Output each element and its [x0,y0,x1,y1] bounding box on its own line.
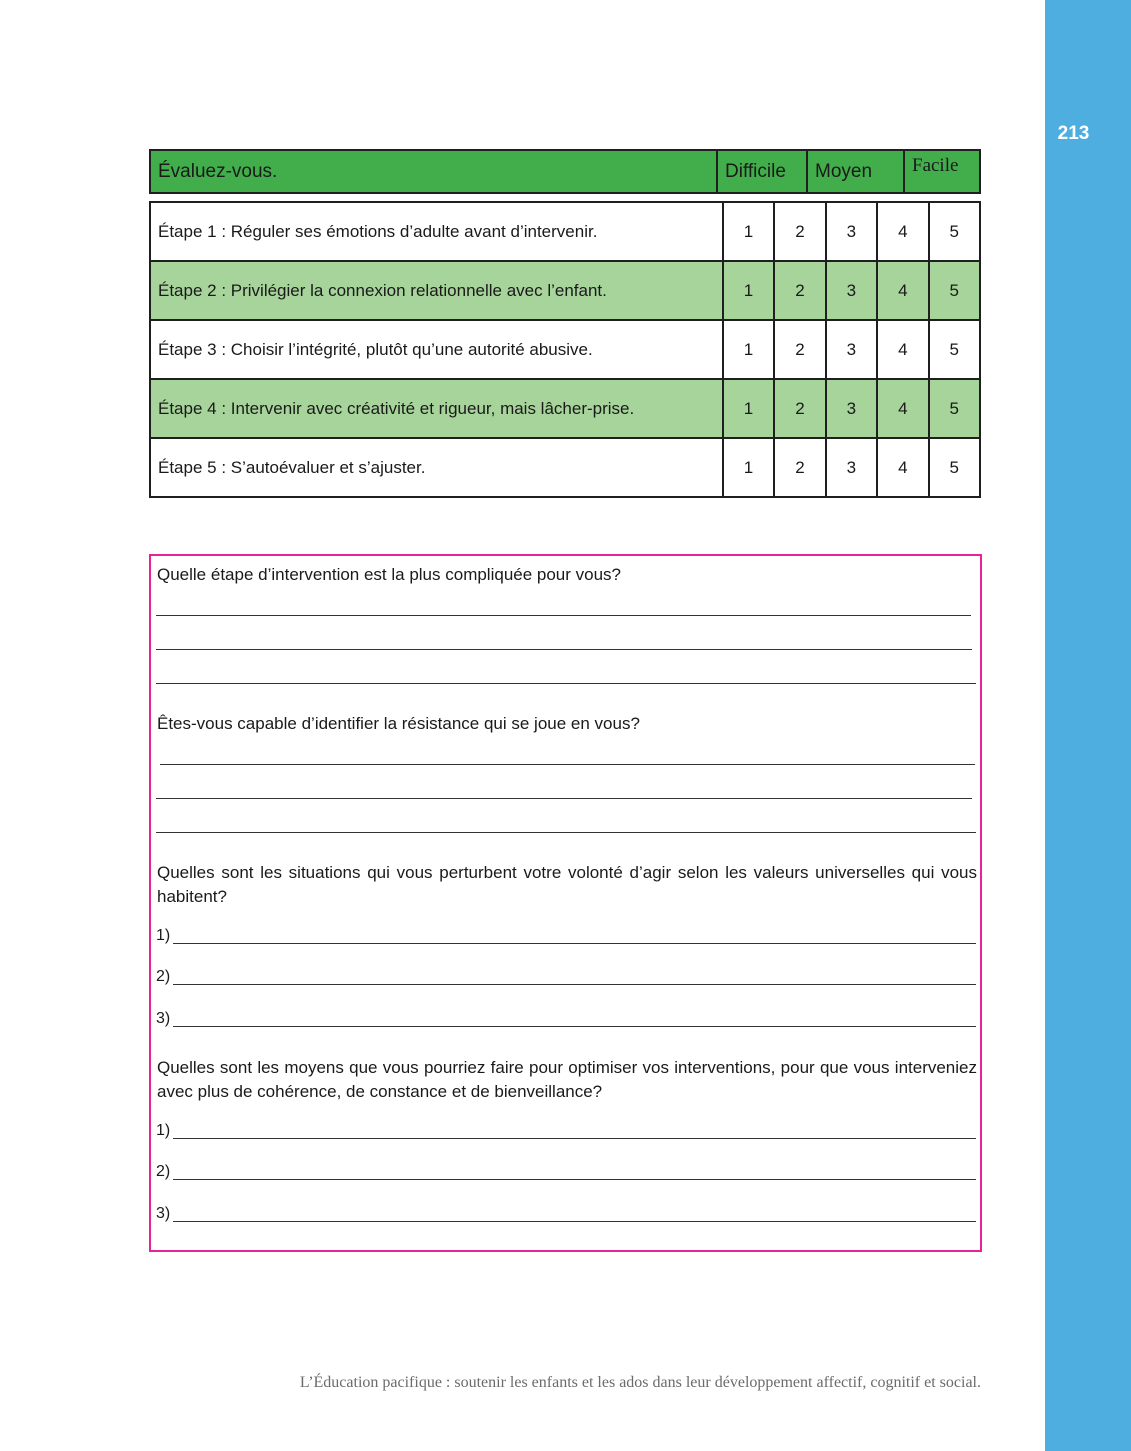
rating-option[interactable]: 3 [826,320,877,379]
side-bar [1045,0,1131,1451]
answer-line[interactable] [173,1138,976,1139]
question-1: Quelle étape d’intervention est la plus compliquée pour vous? [157,565,622,584]
table-row [150,261,980,320]
rating-title: Évaluez-vous. [158,161,278,182]
answer-line[interactable] [156,683,976,684]
page-footer: L’Éducation pacifique : soutenir les enfants et les ados dans leur développement affectif, cognitif et social. [299,1374,981,1391]
rating-option[interactable]: 4 [877,320,928,379]
rating-option[interactable]: 3 [826,379,877,438]
rating-option[interactable]: 2 [774,320,825,379]
rating-option[interactable]: 4 [877,202,928,261]
step-label: Étape 5 : S’autoévaluer et s’ajuster. [150,438,723,497]
header-divider [903,151,905,192]
rating-option[interactable]: 4 [877,379,928,438]
step-label: Étape 2 : Privilégier la connexion relationnelle avec l’enfant. [150,261,723,320]
question-4: Quelles sont les moyens que vous pourriez faire pour optimiser vos interventions, pour que vous interveniez avec plus de cohérence, de constance et de bienveillance? [157,1058,977,1101]
answer-line[interactable] [173,1026,976,1027]
column-difficile: Difficile [725,161,786,182]
answer-line[interactable] [173,1221,976,1222]
answer-line[interactable] [173,943,976,944]
rating-option[interactable]: 2 [774,379,825,438]
answer-line[interactable] [156,798,972,799]
rating-option[interactable]: 2 [774,202,825,261]
rating-option[interactable]: 2 [774,261,825,320]
step-label: Étape 1 : Réguler ses émotions d’adulte avant d’intervenir. [150,202,723,261]
rating-option[interactable]: 5 [929,438,980,497]
answer-line[interactable] [156,832,976,833]
rating-option[interactable]: 5 [929,261,980,320]
rating-option[interactable]: 3 [826,202,877,261]
step-label: Étape 3 : Choisir l’intégrité, plutôt qu’une autorité abusive. [150,320,723,379]
header-divider [806,151,808,192]
questionnaire-box [149,554,982,1252]
table-row [150,438,980,497]
rating-option[interactable]: 4 [877,261,928,320]
answer-line[interactable] [173,984,976,985]
answer-line[interactable] [156,649,972,650]
rating-option[interactable]: 3 [826,438,877,497]
rating-option[interactable]: 1 [723,320,774,379]
rating-option[interactable]: 5 [929,320,980,379]
answer-line[interactable] [173,1179,976,1180]
table-row [150,320,980,379]
answer-number: 2) [156,968,171,985]
rating-option[interactable]: 3 [826,261,877,320]
header-divider [716,151,718,192]
answer-number: 2) [156,1163,171,1180]
answer-number: 3) [156,1010,171,1027]
rating-header [149,149,981,194]
column-moyen: Moyen [815,161,873,182]
rating-option[interactable]: 4 [877,438,928,497]
answer-line[interactable] [160,764,975,765]
rating-table [149,201,981,498]
rating-option[interactable]: 1 [723,261,774,320]
rating-option[interactable]: 1 [723,438,774,497]
table-row [150,379,980,438]
answer-number: 1) [156,927,171,944]
answer-number: 1) [156,1122,171,1139]
answer-number: 3) [156,1205,171,1222]
question-2: Êtes-vous capable d’identifier la résistance qui se joue en vous? [157,714,640,733]
answer-line[interactable] [156,615,971,616]
rating-option[interactable]: 2 [774,438,825,497]
question-3: Quelles sont les situations qui vous perturbent votre volonté d’agir selon les valeurs universelles qui vous habitent? [157,863,977,906]
rating-option[interactable]: 5 [929,379,980,438]
rating-option[interactable]: 1 [723,379,774,438]
page-number: 213 [1057,123,1090,144]
table-row [150,202,980,261]
rating-option[interactable]: 5 [929,202,980,261]
step-label: Étape 4 : Intervenir avec créativité et rigueur, mais lâcher-prise. [150,379,723,438]
column-facile: Facile [912,155,959,176]
rating-option[interactable]: 1 [723,202,774,261]
